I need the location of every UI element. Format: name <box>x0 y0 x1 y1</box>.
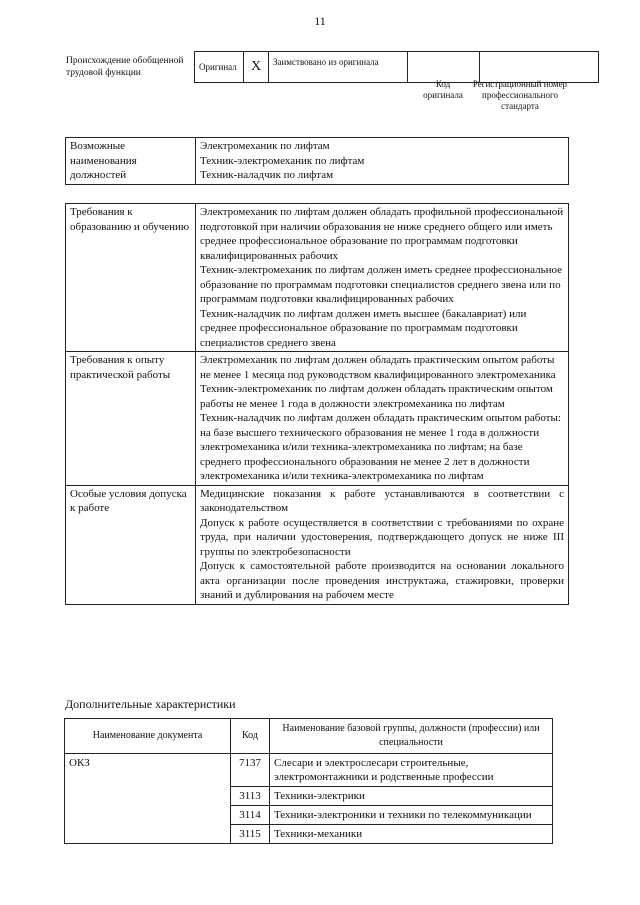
page-number: 11 <box>314 14 326 28</box>
row-code: 3114 <box>231 806 270 825</box>
document-okz: ОКЗ <box>65 754 231 787</box>
table-row <box>65 787 553 806</box>
header-name: Наименование базовой группы, должности (профессии) или специальности <box>270 719 553 754</box>
original-cell: Оригинал <box>195 52 244 83</box>
position-item: Техник-электромеханик по лифтам <box>200 154 365 167</box>
special-paragraph: Медицинские показания к работе устанавливаются в соответствии с законодательством <box>200 487 564 514</box>
code-caption: Код оригинала <box>423 79 463 100</box>
education-paragraph: Электромеханик по лифтам должен обладать профильной профессиональной подготовкой при наличии образования не ниже среднего общего или иметь среднее профессиональное образование по программам подготовки квалифицированных рабочих <box>200 206 564 262</box>
positions-label: Возможные наименования должностей <box>66 138 196 185</box>
position-item: Электромеханик по лифтам <box>200 140 330 152</box>
education-text <box>196 204 569 352</box>
special-conditions-text <box>196 485 569 604</box>
row-name: Техники-электроники и техники по телекоммуникации <box>270 806 553 825</box>
row-code: 3115 <box>231 825 270 844</box>
special-paragraph: Допуск к работе осуществляется в соответствии с требованиями по охране труда, при наличии удостоверения, подтверждающего допуск не ниже III группы по электробезопасности <box>200 516 564 558</box>
document-cell-empty <box>65 787 231 806</box>
registration-caption: Регистрационный номер профессионального стандарта <box>472 79 568 111</box>
positions-table <box>65 137 569 185</box>
special-conditions-label: Особые условия допуска к работе <box>66 485 196 604</box>
row-code: 3113 <box>231 787 270 806</box>
row-name: Техники-механики <box>270 825 553 844</box>
education-paragraph: Техник-электромеханик по лифтам должен иметь среднее профессиональное образование по программам подготовки специалистов среднего звена или по программам подготовки квалифицированных рабочих <box>200 264 563 305</box>
document-cell-empty <box>65 806 231 825</box>
positions-list <box>196 138 569 185</box>
experience-label: Требования к опыту практической работы <box>66 352 196 486</box>
special-paragraph: Допуск к самостоятельной работе производится на основании локального акта организации после проведения инструктажа, стажировки, проверки знаний и дублирования на рабочем месте <box>200 560 564 601</box>
registration-number-cell <box>480 52 599 83</box>
position-item: Техник-наладчик по лифтам <box>200 169 334 181</box>
experience-paragraph: Техник-электромеханик по лифтам должен обладать практическим опытом работы не менее 1 года в должности электромеханика по лифтам <box>200 383 553 410</box>
table-row <box>65 754 553 787</box>
borrowed-cell: Заимствовано из оригинала <box>269 52 408 83</box>
education-label: Требования к образованию и обучению <box>66 204 196 352</box>
education-paragraph: Техник-наладчик по лифтам должен иметь высшее (бакалавриат) или среднее профессиональное образование по программам подготовки специалистов среднего звена <box>200 307 527 349</box>
additional-title: Дополнительные характеристики <box>65 697 236 711</box>
experience-text <box>196 352 569 486</box>
document-cell-empty <box>65 825 231 844</box>
header-code: Код <box>231 719 270 754</box>
original-mark: X <box>244 52 269 83</box>
additional-table <box>64 718 553 844</box>
header-document: Наименование документа <box>65 719 231 754</box>
table-row <box>65 806 553 825</box>
requirements-table <box>65 203 569 605</box>
experience-paragraph: Электромеханик по лифтам должен обладать практическим опытом работы не менее 1 месяца под руководством квалифицированного электромеханика <box>200 354 556 381</box>
experience-paragraph: Техник-наладчик по лифтам должен обладать практическим опытом работы: на базе высшего технического образования не менее 1 года в должности электромеханика и/или техника-электромеханика по лифтам; на базе среднего профессионального образования не менее 2 лет в должности электромеханика и/или техника-электромеханика по лифтам <box>200 412 561 482</box>
original-code-cell <box>408 52 480 83</box>
row-code: 7137 <box>231 754 270 787</box>
table-row <box>65 825 553 844</box>
row-name: Слесари и электрослесари строительные, электромонтажники и родственные профессии <box>270 754 553 787</box>
row-name: Техники-электрики <box>270 787 553 806</box>
origin-label: Происхождение обобщенной трудовой функции <box>66 56 184 78</box>
